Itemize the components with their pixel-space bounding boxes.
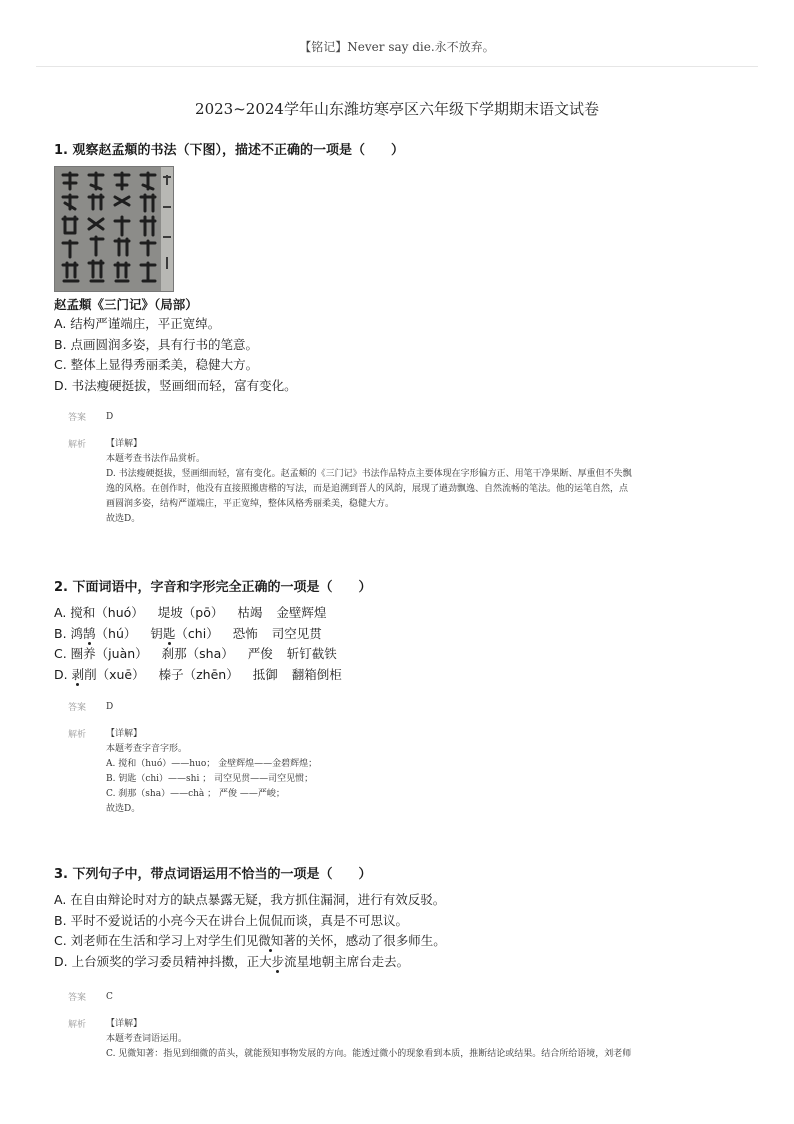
option-d-prefix: D. — [54, 666, 72, 682]
option-b-text: 钥 — [150, 625, 163, 641]
question-2-analysis — [106, 727, 728, 817]
analysis-line: 故选D。 — [106, 804, 141, 814]
answer-label: 答案 — [68, 993, 87, 1003]
analysis-label: 解析 — [68, 1020, 87, 1030]
option-b-word-3: 恐怖 — [232, 625, 258, 641]
option-c-text-2: 的关怀，感动了很多师生。 — [295, 933, 446, 948]
analysis-line: 【详解】 — [106, 729, 143, 739]
analysis-line: B. 钥匙（chi）——shi ； 司空见贯——司空见惯； — [106, 774, 314, 784]
analysis-label: 解析 — [68, 440, 87, 450]
dotted-char: 匙 — [162, 625, 176, 641]
option-c-word-2: 刹那（sha） — [161, 646, 234, 661]
option-c-word-1: C. 圈养（juàn） — [54, 646, 148, 661]
page-header-motto: 【铭记】Never say die.永不放弃。 — [299, 40, 495, 54]
option-c: C. 整体上显得秀丽柔美，稳健大方。 — [54, 357, 259, 372]
question-3-stem: 3. 下列句子中，带点词语运用不恰当的一项是（ ） — [54, 867, 372, 882]
option-d-word-2: 榛子（zhēn） — [158, 666, 239, 682]
question-1-answer-block — [68, 410, 728, 527]
analysis-line: 【详解】 — [106, 439, 143, 449]
question-2-answer: D — [106, 702, 114, 712]
dotted-phrase: 见微知著 — [245, 933, 296, 948]
option-d-text-1: D. 上台颁奖的学习委员精神抖擞， — [54, 953, 247, 969]
dotted-char: 剥 — [71, 666, 85, 682]
header-divider — [36, 66, 758, 67]
option-a-word-4: 金壁辉煌 — [276, 605, 327, 620]
option-c — [54, 644, 754, 665]
option-a: A. 结构严谨端庄，平正宽绰。 — [54, 316, 221, 331]
option-a: A. 在自由辩论时对方的缺点暴露无疑，我方抓住漏洞，进行有效反驳。 — [54, 892, 446, 907]
option-b: B. 点画圆润多姿，具有行书的笔意。 — [54, 336, 259, 352]
option-c-word-4: 斩钉截铁 — [286, 646, 337, 661]
analysis-line: 本题考查词语运用。 — [106, 1034, 188, 1044]
option-d-word-4: 翻箱倒柜 — [291, 666, 342, 682]
analysis-line: A. 搅和（huó）——huo； 金壁辉煌——金碧辉煌； — [106, 759, 318, 769]
analysis-line: C. 见微知著：指见到细微的苗头，就能预知事物发展的方向。能透过微小的现象看到本质，推断结论或结果。结合所给语境，刘老师 — [106, 1049, 632, 1059]
question-1-answer: D — [106, 412, 114, 422]
option-d — [54, 952, 754, 973]
calligraphy-image — [54, 166, 174, 292]
question-3 — [54, 866, 754, 972]
image-caption: 赵孟頫《三门记》（局部） — [54, 297, 198, 312]
answer-label: 答案 — [68, 703, 87, 713]
question-3-answer-block — [68, 990, 728, 1062]
option-d-word-1: 削（xuē） — [84, 666, 145, 682]
option-a-word-2: 堤坡（pō） — [157, 605, 224, 620]
option-a-word-1: A. 搅和（huó） — [54, 605, 144, 620]
question-1-analysis — [106, 437, 728, 527]
option-d-text-2: 地朝主席台走去。 — [309, 953, 410, 969]
question-3-analysis — [106, 1017, 728, 1062]
question-2-stem: 2. 下面词语中，字音和字形完全正确的一项是（ ） — [54, 580, 372, 595]
answer-label: 答案 — [68, 413, 87, 423]
option-c — [54, 931, 754, 952]
question-2-answer-block — [68, 700, 728, 817]
option-b-word-4: 司空见贯 — [271, 625, 322, 641]
analysis-line: 故选D。 — [106, 514, 141, 524]
analysis-line: 画圆润多姿，结构严谨端庄，平正宽绰，整体风格秀丽柔美，稳健大方。 — [106, 499, 395, 509]
option-d: D. 书法瘦硬挺拔，竖画细而轻，富有变化。 — [54, 377, 297, 393]
analysis-line: 本题考查书法作品赏析。 — [106, 454, 206, 464]
dotted-phrase: 正大步流星 — [246, 953, 310, 969]
dotted-char: 鹄 — [83, 625, 96, 641]
analysis-line: C. 刹那（sha）——chà ； 严俊 ——严峻； — [106, 789, 285, 799]
exam-title: 2023~2024学年山东潍坊寒亭区六年级下学期期末语文试卷 — [195, 100, 599, 118]
analysis-line: 【详解】 — [106, 1019, 143, 1029]
option-a-word-3: 枯竭 — [237, 605, 263, 620]
analysis-line: 本题考查字音字形。 — [106, 744, 188, 754]
question-2 — [54, 579, 754, 685]
analysis-label: 解析 — [68, 730, 87, 740]
option-c-word-3: 严俊 — [247, 646, 273, 661]
option-b — [54, 624, 754, 645]
calligraphy-strokes — [55, 167, 173, 291]
option-a — [54, 603, 754, 624]
question-3-answer: C — [106, 992, 113, 1002]
option-d-word-3: 抵御 — [252, 666, 278, 682]
option-b-pinyin-2: （chi） — [175, 625, 219, 641]
option-b: B. 平时不爱说话的小亮今天在讲台上侃侃而谈，真是不可思议。 — [54, 912, 409, 928]
option-b-text: B. 鸿 — [54, 625, 84, 641]
analysis-line: 逸的风格。在创作时，他没有直接照搬唐楷的写法，而是追溯到晋人的风韵，展现了遒劲飘逸、自然流畅的笔法。他的运笔自然，点 — [106, 484, 629, 494]
question-1-stem: 1. 观察赵孟頫的书法（下图），描述不正确的一项是（ ） — [54, 143, 405, 158]
option-c-text-1: C. 刘老师在生活和学习上对学生们 — [54, 933, 246, 948]
option-b-pinyin-1: （hú） — [95, 625, 137, 641]
question-1 — [54, 142, 754, 396]
analysis-line: D. 书法瘦硬挺拔，竖画细而轻，富有变化。赵孟頫的《三门记》书法作品特点主要体现在字形偏方正、用笔干净果断、厚重但不失飘 — [106, 469, 632, 479]
option-d — [54, 665, 754, 686]
